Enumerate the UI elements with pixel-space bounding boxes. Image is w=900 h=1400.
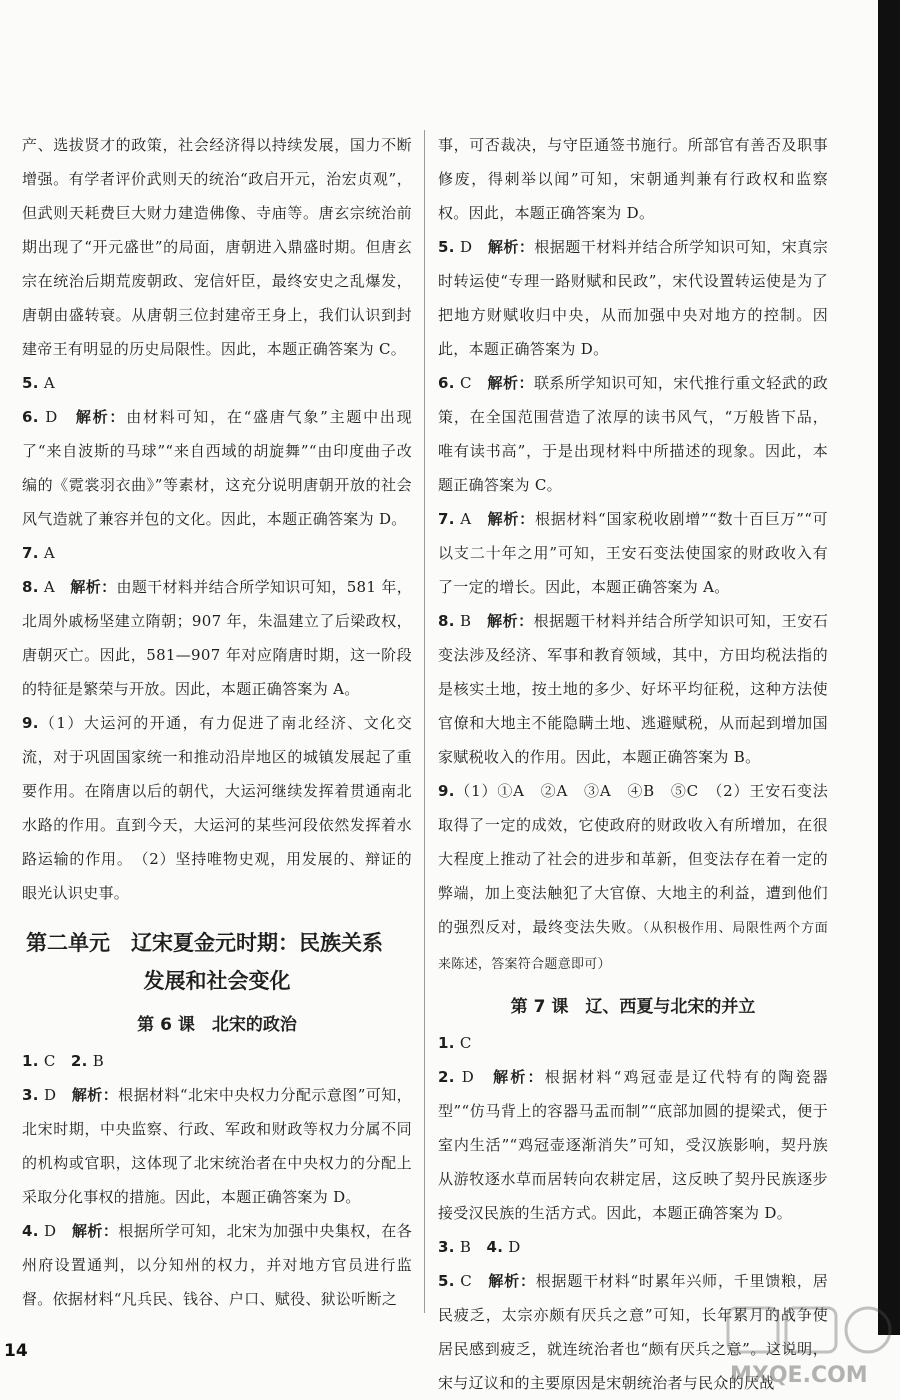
answer-text: B <box>454 1238 487 1256</box>
answer-choice: D <box>38 408 76 426</box>
unit-title-line2: 发展和社会变化 <box>143 969 291 993</box>
answer-text: C <box>38 1052 71 1070</box>
answer-item <box>438 1026 828 1060</box>
answer-number: 4. <box>22 1222 39 1240</box>
lesson6-answers <box>22 1044 412 1316</box>
analysis-label: 解析： <box>493 1068 545 1086</box>
answer-number: 4. <box>486 1238 504 1256</box>
right-column <box>438 128 828 1400</box>
answer-number: 2. <box>70 1052 88 1070</box>
answer-choice: A <box>454 510 488 528</box>
answer-item <box>438 1060 828 1230</box>
analysis-label: 解析： <box>487 612 534 630</box>
answer-item <box>22 1044 412 1078</box>
answer-item <box>438 128 828 230</box>
answer-item <box>22 570 412 706</box>
lesson6-title: 第 6 课 北宋的政治 <box>137 1015 297 1035</box>
answer-number: 8. <box>438 612 455 630</box>
answer-text: 产、选拔贤才的政策，社会经济得以持续发展，国力不断增强。有学者评价武则天的统治“政启开元，治宏贞观”，但武则天耗费巨大财力建造佛像、寺庙等。唐玄宗统治前期出现了“开元盛世”的局面，唐朝进入鼎盛时期。但唐玄宗在统治后期荒废朝政、宠信奸臣，最终安史之乱爆发，唐朝由盛转衰。从唐朝三位封建帝王身上，我们认识到封建帝王有明显的历史局限性。因此，本题正确答案为 C。 <box>22 136 412 358</box>
analysis-label: 解析： <box>487 374 534 392</box>
unit-title-line1: 第二单元 辽宋夏金元时期：民族关系 <box>26 931 383 955</box>
answer-text: 由题干材料并结合所学知识可知，581 年，北周外戚杨坚建立隋朝；907 年，朱温建立了后梁政权，唐朝灭亡。因此，581—907 年对应隋唐时期，这一阶段的特征是繁荣与开放。因此，本题正确答案为 A。 <box>22 578 413 698</box>
answer-item <box>438 604 828 774</box>
answer-item <box>438 230 828 366</box>
page-number: 14 <box>4 1341 28 1361</box>
answer-number: 6. <box>438 374 455 392</box>
answer-item <box>22 706 412 910</box>
answer-text: 联系所学知识可知，宋代推行重文轻武的政策，在全国范围营造了浓厚的读书风气，“万般皆下品，唯有读书高”，于是出现材料中所描述的现象。因此，本题正确答案为 C。 <box>438 374 829 494</box>
answer-item <box>22 536 412 570</box>
watermark-logo <box>700 1302 900 1390</box>
answer-choice: B <box>454 612 488 630</box>
answer-choice: C <box>454 374 488 392</box>
answer-text: A <box>38 544 55 562</box>
answer-text: 根据材料“国家税收剧增”“数十百巨万”“可以支二十年之用”可知，王安石变法使国家的财政收入有了一定的增长。因此，本题正确答案为 A。 <box>438 510 828 596</box>
analysis-label: 解析： <box>488 1272 536 1290</box>
analysis-label: 解析： <box>75 408 127 426</box>
answer-number: 5. <box>438 238 455 256</box>
analysis-label: 解析： <box>70 578 117 596</box>
unit-title <box>22 924 412 1000</box>
answer-text: D <box>503 1238 521 1256</box>
answer-number: 1. <box>438 1034 455 1052</box>
answer-text: 事，可否裁决，与守臣通签书施行。所部官有善否及职事修废，得刺举以闻”可知，宋朝通判兼有行政权和监察权。因此，本题正确答案为 D。 <box>438 136 828 222</box>
left-column <box>22 128 412 1316</box>
answer-text: 根据题干材料“时累年兴师，千里馈粮，居民疲乏，太宗亦颇有厌兵之意”可知，长年累月的战争使居民感到疲乏，就连统治者也“颇有厌兵之意”。这说明，宋与辽议和的主要原因是宋朝统治者与民众的厌战 <box>438 1272 828 1392</box>
answer-number: 7. <box>22 544 39 562</box>
answer-choice: A <box>38 578 71 596</box>
answer-number: 2. <box>438 1068 455 1086</box>
answer-text: A <box>38 374 55 392</box>
answer-choice: C <box>454 1272 489 1290</box>
answer-number: 5. <box>438 1272 455 1290</box>
answer-number: 9. <box>22 714 39 732</box>
page-edge-bar <box>878 0 900 1335</box>
answer-text: 根据材料“鸡冠壶是辽代特有的陶瓷器型”“仿马背上的容器马盂而制”“底部加圆的提梁式，便于室内生活”“鸡冠壶逐渐消失”可知，受汉族影响，契丹族从游牧逐水草而居转向农耕定居，这反映了契丹民族逐步接受汉民族的生活方式。因此，本题正确答案为 D。 <box>438 1068 828 1222</box>
answer-item <box>22 128 412 366</box>
answer-text: 根据题干材料并结合所学知识可知，王安石变法涉及经济、军事和教育领域，其中，方田均税法指的是核实土地，按土地的多少、好坏平均征税，这种方法使官僚和大地主不能隐瞒土地、逃避赋税，从而起到增加国家赋税收入的作用。因此，本题正确答案为 B。 <box>438 612 828 766</box>
analysis-label: 解析： <box>71 1086 119 1104</box>
answer-item <box>438 1230 828 1264</box>
column-divider <box>424 130 425 1313</box>
analysis-label: 解析： <box>487 510 535 528</box>
answer-text: 根据题干材料并结合所学知识可知，宋真宗时转运使“专理一路财赋和民政”，宋代设置转运使是为了把地方财赋收归中央，从而加强中央对地方的控制。因此，本题正确答案为 D。 <box>438 238 828 358</box>
answer-item <box>22 1214 412 1316</box>
answer-item <box>22 400 412 536</box>
answer-text: （1）①A ②A ③A ④B ⑤C （2）王安石变法取得了一定的成效，它使政府的财政收入有所增加，在很大程度上推动了社会的进步和革新，但变法存在着一定的弊端，加上变法触犯了大官僚、大地主的利益，遭到他们的强烈反对，最终变法失败。 <box>438 782 828 936</box>
answer-choice: D <box>454 1068 494 1086</box>
answer-item <box>438 502 828 604</box>
answer-choice: D <box>38 1086 72 1104</box>
answer-number: 8. <box>22 578 39 596</box>
watermark-text: MXQE.COM <box>730 1363 868 1388</box>
answer-item <box>438 774 828 982</box>
answer-number: 7. <box>438 510 455 528</box>
answer-number: 9. <box>438 782 455 800</box>
analysis-label: 解析： <box>71 1222 119 1240</box>
answer-number: 5. <box>22 374 39 392</box>
answer-choice: D <box>38 1222 72 1240</box>
answer-text: （1）大运河的开通，有力促进了南北经济、文化交流，对于巩固国家统一和推动沿岸地区的城镇发展起了重要作用。在隋唐以后的朝代，大运河继续发挥着贯通南北水路的作用。直到今天，大运河的某些河段依然发挥着水路运输的作用。 （2）坚持唯物史观，用发展的、辩证的眼光认识史事。 <box>22 714 412 902</box>
answer-text: 由材料可知，在“盛唐气象”主题中出现了“来自波斯的马球”“来自西域的胡旋舞”“由印度曲子改编的《霓裳羽衣曲》”等素材，这充分说明唐朝开放的社会风气造就了兼容并包的文化。因此，本题正确答案为 D。 <box>22 408 412 528</box>
analysis-label: 解析： <box>487 238 535 256</box>
answer-item <box>22 366 412 400</box>
answer-number: 3. <box>438 1238 455 1256</box>
lesson7-title: 第 7 课 辽、西夏与北宋的并立 <box>510 997 756 1017</box>
answer-note: （从积极作用、局限性两个方面来陈述，答案符合题意即可） <box>438 921 829 972</box>
answer-choice: D <box>454 238 488 256</box>
left-answers <box>22 128 412 910</box>
right-answers <box>438 128 828 982</box>
answer-text: C <box>454 1034 472 1052</box>
answer-item <box>22 1078 412 1214</box>
answer-item <box>438 366 828 502</box>
answer-text: 根据材料“北宋中央权力分配示意图”可知，北宋时期，中央监察、行政、军政和财政等权力分属不同的机构或官职，这体现了北宋统治者在中央权力的分配上采取分化事权的措施。因此，本题正确答案为 D。 <box>22 1086 412 1206</box>
answer-text: B <box>87 1052 105 1070</box>
answer-number: 1. <box>22 1052 39 1070</box>
answer-number: 6. <box>22 408 39 426</box>
answer-number: 3. <box>22 1086 39 1104</box>
answer-text: 根据所学可知，北宋为加强中央集权，在各州府设置通判，以分知州的权力，并对地方官员进行监督。依据材料“凡兵民、钱谷、户口、赋役、狱讼听断之 <box>22 1222 412 1308</box>
